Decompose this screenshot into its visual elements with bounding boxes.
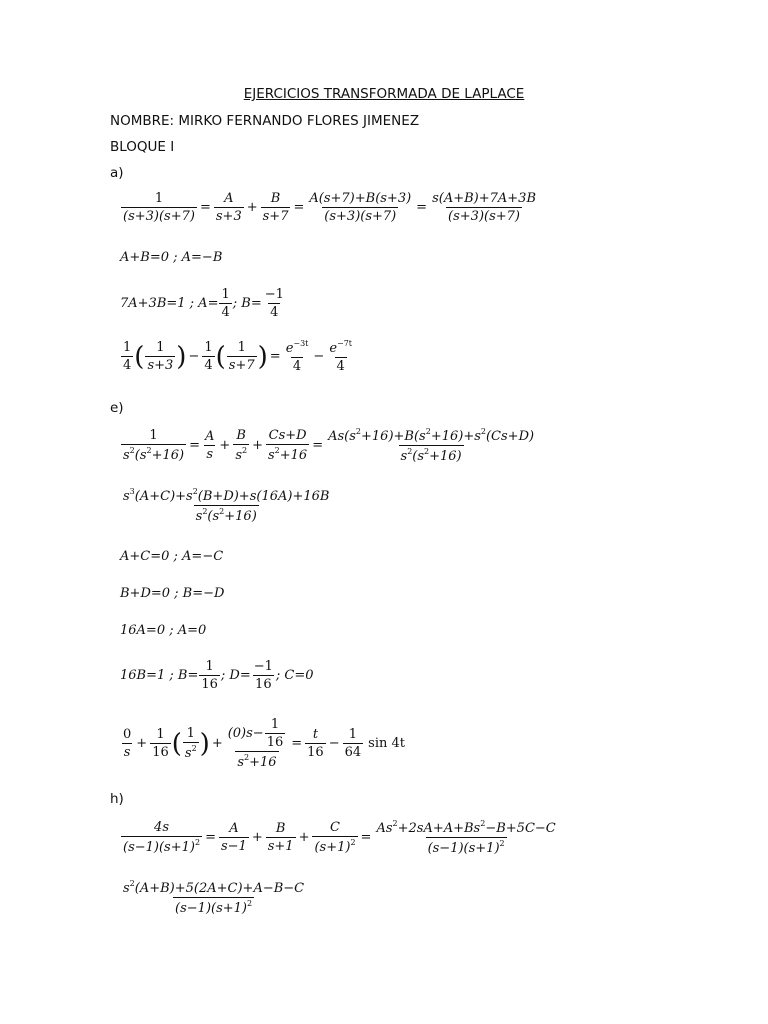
section-e-equation-7: $\frac{0}{s}$ + $\frac{1}{16}$ ( $\frac{1}{s^2}$ ) + (0)s− $\frac{1}{16}$ $s^2+16$ = $\frac{t}{16}$ − $\frac{1}{64}$ sin 4t [123, 717, 405, 770]
document-title: EJERCICIOS TRANSFORMADA DE LAPLACE [243, 86, 525, 102]
student-name: NOMBRE: MIRKO FERNANDO FLORES JIMENEZ [110, 113, 420, 129]
section-h-equation-2: $\frac{s^2(A+B)+5(2A+C)+A-B-C}{(s-1)(s+1)^2}$ [123, 879, 305, 916]
section-a-equation-4: $\frac{1}{4}$ ( $\frac{1}{s+3}$ ) − $\frac{1}{4}$ ( $\frac{1}{s+7}$ ) = $\frac{e^{-3t}}{4}$ − $\frac{e^{-7t}}{4}$ [123, 339, 353, 374]
section-h-equation-1: $\frac{4s}{(s-1)(s+1)^2}$ = $\frac{A}{s-1}$ + $\frac{B}{s+1}$ + $\frac{C}{(s+1)^2}$ = $\frac{As^2+2sA+A+Bs^2-B+5C-C}{(s-1)(s+1)^2}$ [123, 819, 556, 856]
section-e-equation-5: 16A=0 ; A=0 [120, 623, 207, 638]
section-a-equation-1: $\frac{1}{(s+3)(s+7)}$ = $\frac{A}{s+3}$ + $\frac{B}{s+7}$ = $\frac{A(s+7)+B(s+3)}{(s+3)(s+7)}$ = $\frac{s(A+B)+7A+3B}{(s+3)(s+7)}$ [123, 191, 536, 224]
block-heading: BLOQUE I [110, 139, 175, 155]
section-a-label: a) [110, 165, 124, 181]
section-e-equation-2: $\frac{s^3(A+C)+s^2(B+D)+s(16A)+16B}{s^2(s^2+16)}$ [123, 487, 330, 524]
section-e-label: e) [110, 400, 124, 416]
fraction: $\frac{1}{(s+3)(s+7)}$ [123, 191, 195, 224]
section-a-equation-2: A+B=0 ; A=−B [120, 250, 223, 265]
section-e-equation-4: B+D=0 ; B=−D [120, 586, 225, 601]
section-a-equation-3: 7A+3B=1 ; A= $\frac{1}{4}$ ; B= $\frac{-1}{4}$ [120, 287, 284, 320]
section-e-equation-6: 16B=1 ; B= $\frac{1}{16}$ ; D= $\frac{-1}{16}$ ; C=0 [120, 659, 314, 692]
section-h-label: h) [110, 791, 124, 807]
section-e-equation-3: A+C=0 ; A=−C [120, 549, 224, 564]
section-e-equation-1: $\frac{1}{s^2(s^2+16)}$ = $\frac{A}{s}$ + $\frac{B}{s^2}$ + $\frac{Cs+D}{s^2+16}$ = $\frac{As(s^2+16)+B(s^2+16)+s^2(Cs+D)}{s^2(s^2+16)}$ [123, 427, 535, 464]
